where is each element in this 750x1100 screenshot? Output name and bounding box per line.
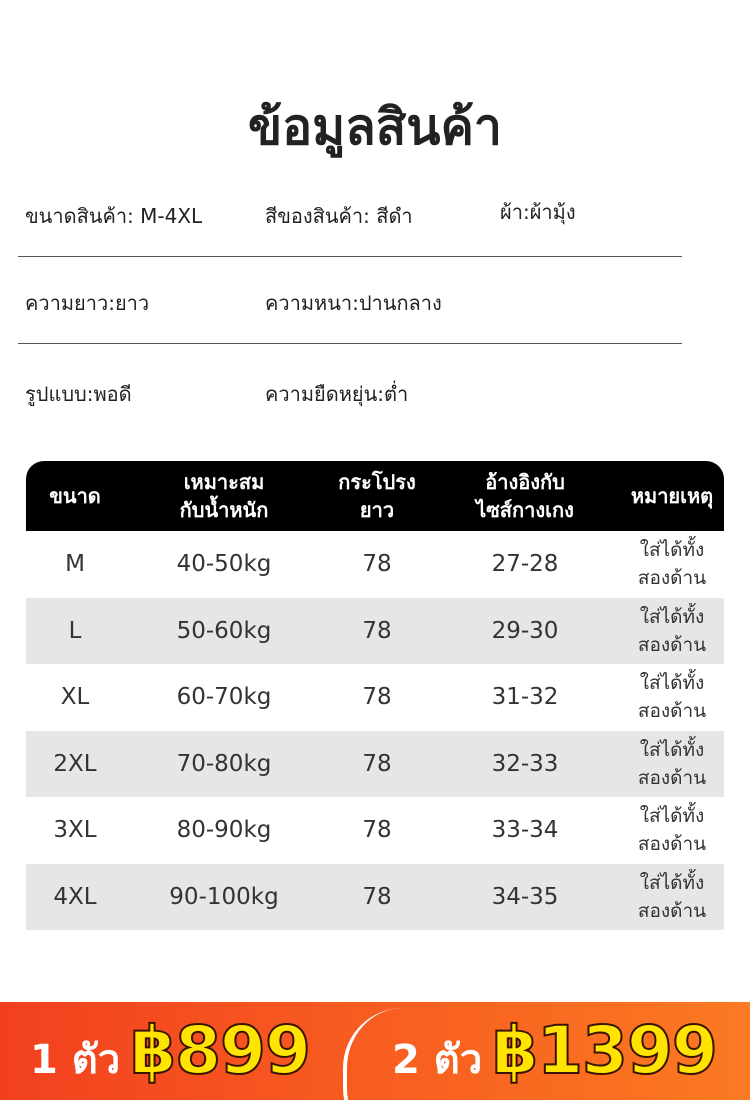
cell-ref: 33-34 <box>491 817 559 844</box>
cell-note-line2: สองด้าน <box>637 833 707 856</box>
cell-weight: 70-80kg <box>176 750 272 777</box>
header-weight-line1: เหมาะสม <box>183 470 265 494</box>
divider <box>18 256 682 257</box>
table-row <box>26 531 724 598</box>
info-color: สีของสินค้า: สีดำ <box>265 204 413 228</box>
table-row <box>26 598 724 665</box>
cell-ref: 32-33 <box>491 750 559 777</box>
cell-size: XL <box>60 684 90 711</box>
offer-1-price: ฿899 <box>130 1012 310 1089</box>
header-ref <box>430 461 620 531</box>
header-ref-line2: ไซส์กางเกง <box>476 498 574 522</box>
cell-note <box>620 864 724 931</box>
cell-size: 3XL <box>53 817 97 844</box>
cell-note-line2: สองด้าน <box>637 899 707 922</box>
cell-size: M <box>65 551 85 578</box>
header-weight <box>124 461 324 531</box>
cell-note-line1: ใส่ได้ทั้ง <box>639 871 705 894</box>
cell-note-line1: ใส่ได้ทั้ง <box>639 672 705 695</box>
offer-2 <box>392 1012 717 1091</box>
cell-length: 78 <box>362 883 392 910</box>
info-size: ขนาดสินค้า: M-4XL <box>25 204 203 228</box>
table-row <box>26 797 724 864</box>
price-banner <box>0 1002 750 1100</box>
cell-note <box>620 598 724 665</box>
cell-note-line1: ใส่ได้ทั้ง <box>639 805 705 828</box>
offer-2-qty: 2 ตัว <box>392 1037 483 1083</box>
cell-ref: 34-35 <box>491 883 559 910</box>
cell-note <box>620 531 724 598</box>
cell-ref: 29-30 <box>491 617 559 644</box>
cell-size: 4XL <box>53 883 97 910</box>
size-table <box>26 461 724 930</box>
cell-weight: 40-50kg <box>176 551 272 578</box>
cell-note-line2: สองด้าน <box>637 567 707 590</box>
cell-length: 78 <box>362 617 392 644</box>
info-length: ความยาว:ยาว <box>25 291 150 315</box>
cell-ref: 31-32 <box>491 684 559 711</box>
header-weight-line2: กับน้ำหนัก <box>179 498 269 522</box>
cell-weight: 90-100kg <box>169 883 279 910</box>
info-fabric: ผ้า:ผ้ามุ้ง <box>500 200 576 224</box>
cell-length: 78 <box>362 551 392 578</box>
cell-note-line2: สองด้าน <box>637 766 707 789</box>
cell-note-line1: ใส่ได้ทั้ง <box>639 605 705 628</box>
cell-ref: 27-28 <box>491 551 559 578</box>
page-title: ข้อมูลสินค้า <box>247 98 503 156</box>
cell-size: 2XL <box>53 750 97 777</box>
info-elasticity: ความยืดหยุ่น:ต่ำ <box>265 382 409 406</box>
cell-note-line1: ใส่ได้ทั้ง <box>639 738 705 761</box>
cell-note <box>620 797 724 864</box>
cell-note <box>620 731 724 798</box>
divider <box>18 343 682 344</box>
table-header <box>26 461 724 531</box>
cell-note-line2: สองด้าน <box>637 700 707 723</box>
cell-size: L <box>68 617 82 644</box>
cell-weight: 60-70kg <box>176 684 272 711</box>
cell-weight: 50-60kg <box>176 617 272 644</box>
table-row <box>26 731 724 798</box>
cell-length: 78 <box>362 684 392 711</box>
cell-note <box>620 664 724 731</box>
offer-1-qty: 1 ตัว <box>30 1037 121 1083</box>
cell-length: 78 <box>362 817 392 844</box>
header-length: กระโปรงยาว <box>338 470 416 522</box>
header-size: ขนาด <box>49 484 101 508</box>
offer-2-price: ฿1399 <box>492 1012 717 1089</box>
table-row <box>26 664 724 731</box>
info-fit: รูปแบบ:พอดี <box>25 382 132 406</box>
header-ref-line1: อ้างอิงกับ <box>485 470 565 494</box>
header-note: หมายเหตุ <box>630 484 714 508</box>
offer-1 <box>30 1012 310 1091</box>
info-thickness: ความหนา:ปานกลาง <box>265 291 442 315</box>
cell-note-line2: สองด้าน <box>637 633 707 656</box>
cell-note-line1: ใส่ได้ทั้ง <box>639 539 705 562</box>
cell-weight: 80-90kg <box>176 817 272 844</box>
table-row <box>26 864 724 931</box>
cell-length: 78 <box>362 750 392 777</box>
